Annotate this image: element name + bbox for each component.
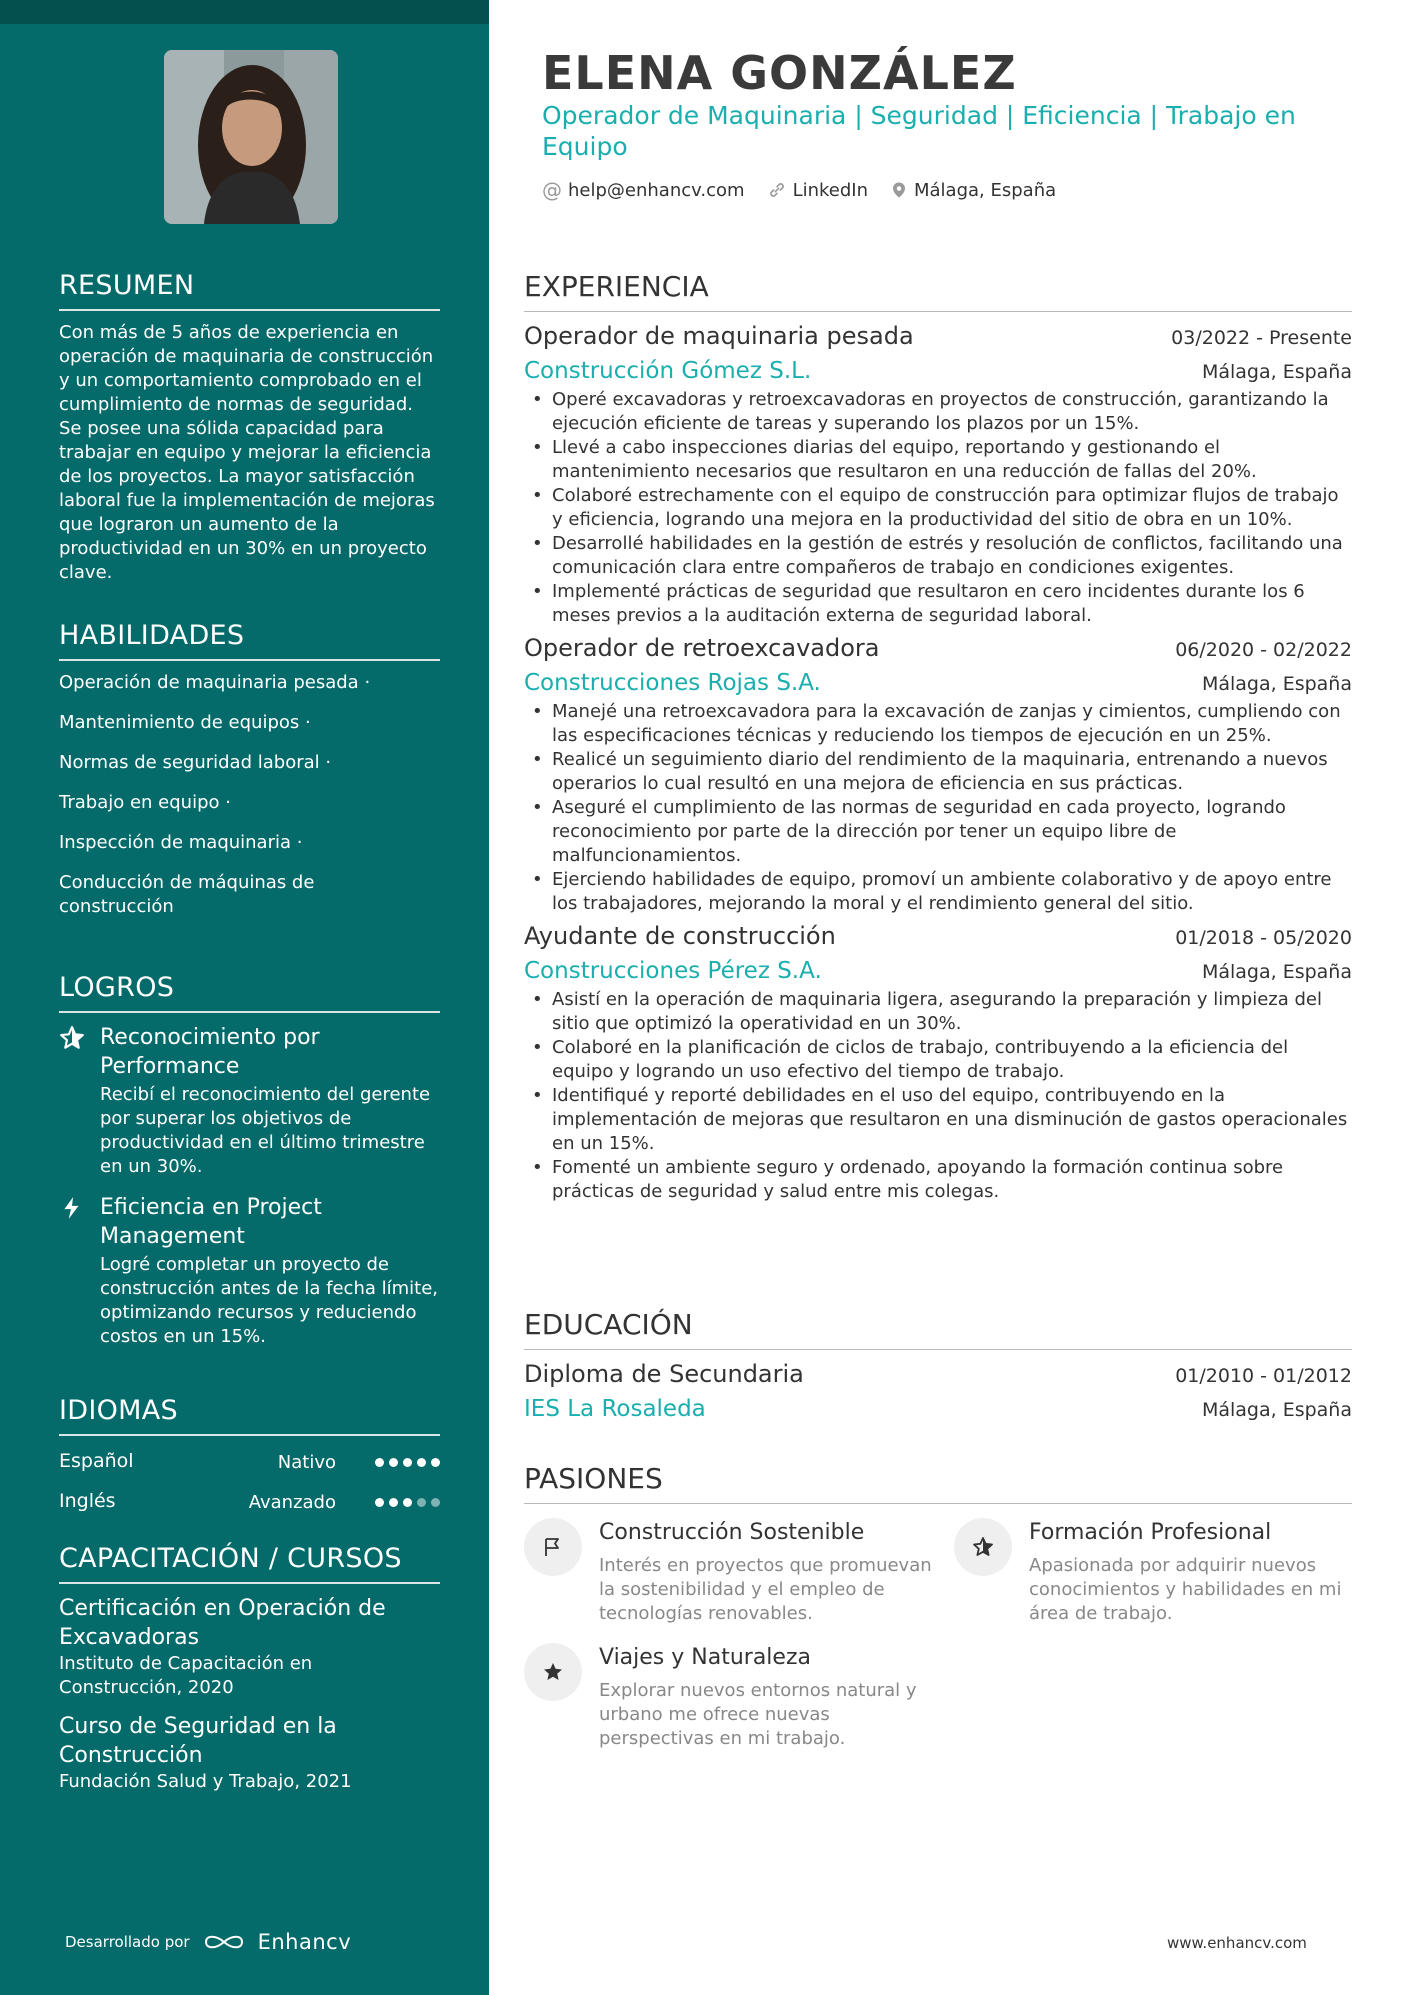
job-bullet: • Implementé prácticas de seguridad que resultaron en cero incidentes durante los 6 meses previos a la auditación externa de seguridad laboral. (524, 580, 1352, 628)
experience-heading: EXPERIENCIA (524, 270, 1352, 312)
language-name: Español (59, 1450, 134, 1472)
company-name: Construcciones Pérez S.A. (524, 958, 822, 984)
job-bullet: • Ejerciendo habilidades de equipo, promoví un ambiente colaborativo y de apoyo entre los trabajadores, mejorando la moral y el rendimiento general del sitio. (524, 868, 1352, 916)
summary-heading: RESUMEN (59, 270, 440, 311)
skill-item: Operación de maquinaria pesada · (59, 672, 371, 693)
footer-website[interactable]: www.enhancv.com (1167, 1934, 1307, 1952)
summary-section (59, 270, 440, 585)
job-bullet: • Llevé a cabo inspecciones diarias del equipo, reportando y gestionando el mantenimiento necesarios que resultaron en una reducción de fallas del 20%. (524, 436, 1352, 484)
skill-item: Trabajo en equipo · (59, 792, 231, 813)
passion-item (524, 1639, 934, 1759)
contact-linkedin[interactable] (767, 178, 868, 202)
lightning-icon (59, 1195, 85, 1221)
job-bullet: • Realicé un seguimiento diario del rendimiento de la maquinaria, entrenando a nuevos operarios lo cual resultó en una mejora de eficiencia en sus prácticas. (524, 748, 1352, 796)
passion-title: Formación Profesional (1029, 1520, 1272, 1545)
job-dates: 03/2022 - Presente (1171, 327, 1352, 349)
education-section (524, 1308, 1352, 1422)
languages-heading: IDIOMAS (59, 1395, 440, 1436)
job-bullet: • Operé excavadoras y retroexcavadoras en proyectos de construcción, garantizando la ejecución eficiente de tareas y superando los plazos por un 15%. (524, 388, 1352, 436)
achievement-desc: Logré completar un proyecto de construcción antes de la fecha límite, optimizando recursos y reduciendo costos en un 15%. (100, 1254, 439, 1347)
sidebar-top-band (0, 0, 489, 24)
job-bullet: • Desarrollé habilidades en la gestión de estrés y resolución de conflictos, facilitando una comunicación clara entre compañeros de trabajo en condiciones exigentes. (524, 532, 1352, 580)
job-dates: 01/2018 - 05/2020 (1175, 927, 1352, 949)
job-bullet: • Colaboré en la planificación de ciclos de trabajo, contribuyendo a la eficiencia del equipo y logrando un uso efectivo del tiempo de trabajo. (524, 1036, 1352, 1084)
sidebar (0, 0, 489, 1995)
languages-section (59, 1395, 440, 1526)
skill-item: Mantenimiento de equipos · (59, 712, 311, 733)
summary-text: Con más de 5 años de experiencia en operación de maquinaria de construcción y un comportamiento comprobado en el cumplimiento de normas de seguridad. Se posee una sólida capacidad para trabajar en equipo y mejorar la eficiencia de los proyectos. La mayor satisfacción laboral fue la implementación de mejoras que lograron un aumento de la productividad en un 30% en un proyecto clave. (59, 322, 435, 583)
job-title: Operador de retroexcavadora (524, 634, 880, 662)
job-bullet: • Colaboré estrechamente con el equipo de construcción para optimizar flujos de trabajo y eficiencia, logrando una mejora en la productividad del sitio de obra en un 10%. (524, 484, 1352, 532)
school-name: IES La Rosaleda (524, 1396, 706, 1422)
job-bullets (524, 388, 1352, 628)
passions-heading: PASIONES (524, 1462, 1352, 1504)
job-bullets (524, 700, 1352, 916)
skills-heading: HABILIDADES (59, 620, 440, 661)
passions-section (524, 1462, 1352, 1764)
language-name: Inglés (59, 1490, 116, 1512)
location-text: Málaga, España (914, 179, 1057, 201)
course-title: Curso de Seguridad en la Construcción (59, 1714, 337, 1768)
passion-desc: Apasionada por adquirir nuevos conocimientos y habilidades en mi área de trabajo. (1029, 1555, 1342, 1624)
achievement-title: Reconocimiento por Performance (100, 1025, 320, 1079)
passion-title: Viajes y Naturaleza (599, 1645, 811, 1670)
passions-grid (524, 1514, 1352, 1764)
candidate-tagline: Operador de Maquinaria | Seguridad | Eficiencia | Trabajo en Equipo (542, 101, 1296, 161)
job-location: Málaga, España (1201, 961, 1352, 983)
star-icon (59, 1025, 85, 1051)
passion-item (524, 1514, 934, 1634)
contact-email[interactable] (542, 178, 745, 202)
passion-title: Construcción Sostenible (599, 1520, 865, 1545)
job-dates: 06/2020 - 02/2022 (1175, 639, 1352, 661)
rating-dot-filled (375, 1458, 384, 1467)
contact-bar (542, 178, 1056, 202)
rating-dot-empty (431, 1498, 440, 1507)
flag-icon (541, 1535, 565, 1559)
passion-desc: Explorar nuevos entornos natural y urbano me ofrece nuevas perspectivas en mi trabajo. (599, 1680, 917, 1749)
degree-title: Diploma de Secundaria (524, 1360, 804, 1388)
job-location: Málaga, España (1201, 361, 1352, 383)
rating-dot-filled (431, 1458, 440, 1467)
company-name: Construcción Gómez S.L. (524, 358, 812, 384)
job-bullet: • Aseguré el cumplimiento de las normas de seguridad en cada proyecto, logrando reconocimiento por parte de la dirección por tener un equipo libre de malfuncionamientos. (524, 796, 1352, 868)
language-row (59, 1486, 440, 1526)
enhancv-logo-icon (202, 1931, 246, 1953)
education-location: Málaga, España (1201, 1399, 1352, 1421)
star-solid-icon (541, 1660, 565, 1684)
rating-dot-filled (389, 1498, 398, 1507)
at-icon: @ (542, 178, 562, 202)
job-bullet: • Asistí en la operación de maquinaria ligera, asegurando la preparación y limpieza del sitio que optimizó la operatividad en un 30%. (524, 988, 1352, 1036)
job-entry (524, 634, 1352, 916)
rating-dot-filled (389, 1458, 398, 1467)
job-bullet: • Fomenté un ambiente seguro y ordenado, apoyando la formación continua sobre prácticas de seguridad y salud entre mis colegas. (524, 1156, 1352, 1204)
star-outline-icon (971, 1535, 995, 1559)
powered-by-label: Desarrollado por (65, 1933, 190, 1951)
achievements-heading: LOGROS (59, 972, 440, 1013)
passion-icon-circle (954, 1518, 1012, 1576)
rating-dot-filled (417, 1458, 426, 1467)
passion-icon-circle (524, 1643, 582, 1701)
achievement-title: Eficiencia en Project Management (100, 1195, 322, 1249)
education-dates: 01/2010 - 01/2012 (1175, 1365, 1352, 1387)
course-subtitle: Instituto de Capacitación en Construcción, 2020 (59, 1653, 313, 1698)
language-rating (375, 1498, 440, 1507)
contact-location (890, 178, 1056, 202)
powered-by (65, 1930, 351, 1954)
achievement-item (59, 1193, 440, 1349)
language-rating (375, 1458, 440, 1467)
map-pin-icon (890, 180, 908, 200)
courses-section (59, 1543, 440, 1806)
achievement-item (59, 1023, 440, 1179)
education-heading: EDUCACIÓN (524, 1308, 1352, 1350)
brand-name: Enhancv (257, 1930, 352, 1954)
job-location: Málaga, España (1201, 673, 1352, 695)
job-title: Ayudante de construcción (524, 922, 836, 950)
job-title: Operador de maquinaria pesada (524, 322, 914, 350)
courses-heading: CAPACITACIÓN / CURSOS (59, 1543, 440, 1584)
linkedin-text[interactable]: LinkedIn (792, 179, 868, 201)
course-subtitle: Fundación Salud y Trabajo, 2021 (59, 1771, 352, 1792)
rating-dot-filled (403, 1458, 412, 1467)
link-icon (767, 180, 787, 200)
achievement-desc: Recibí el reconocimiento del gerente por superar los objetivos de productividad en el último trimestre en un 30%. (100, 1084, 431, 1177)
profile-photo-graphic (164, 50, 338, 224)
candidate-name: ELENA GONZÁLEZ (542, 46, 1017, 100)
email-text[interactable]: help@enhancv.com (568, 179, 745, 201)
passion-icon-circle (524, 1518, 582, 1576)
language-row (59, 1446, 440, 1486)
job-entry (524, 922, 1352, 1204)
job-entry (524, 322, 1352, 628)
skill-item: Inspección de maquinaria · (59, 832, 303, 853)
rating-dot-filled (375, 1498, 384, 1507)
achievements-section (59, 972, 440, 1363)
language-level: Avanzado (248, 1492, 336, 1513)
company-name: Construcciones Rojas S.A. (524, 670, 821, 696)
skill-item: Conducción de máquinas de construcción (59, 872, 315, 917)
passion-item (954, 1514, 1364, 1634)
job-bullet: • Identifiqué y reporté debilidades en el uso del equipo, contribuyendo en la implementación de mejoras que resultaron en una disminución de gastos operacionales en un 15%. (524, 1084, 1352, 1156)
passion-desc: Interés en proyectos que promuevan la sostenibilidad y el empleo de tecnologías renovables. (599, 1555, 932, 1624)
skills-section (59, 620, 440, 935)
skill-item: Normas de seguridad laboral · (59, 752, 332, 773)
job-bullet: • Manejé una retroexcavadora para la excavación de zanjas y cimientos, cumpliendo con las especificaciones técnicas y reduciendo los tiempos de ejecución en un 25%. (524, 700, 1352, 748)
rating-dot-empty (417, 1498, 426, 1507)
job-bullets (524, 988, 1352, 1204)
language-level: Nativo (277, 1452, 336, 1473)
course-title: Certificación en Operación de Excavadoras (59, 1596, 386, 1650)
experience-section (524, 270, 1352, 1210)
profile-photo (164, 50, 338, 224)
rating-dot-filled (403, 1498, 412, 1507)
